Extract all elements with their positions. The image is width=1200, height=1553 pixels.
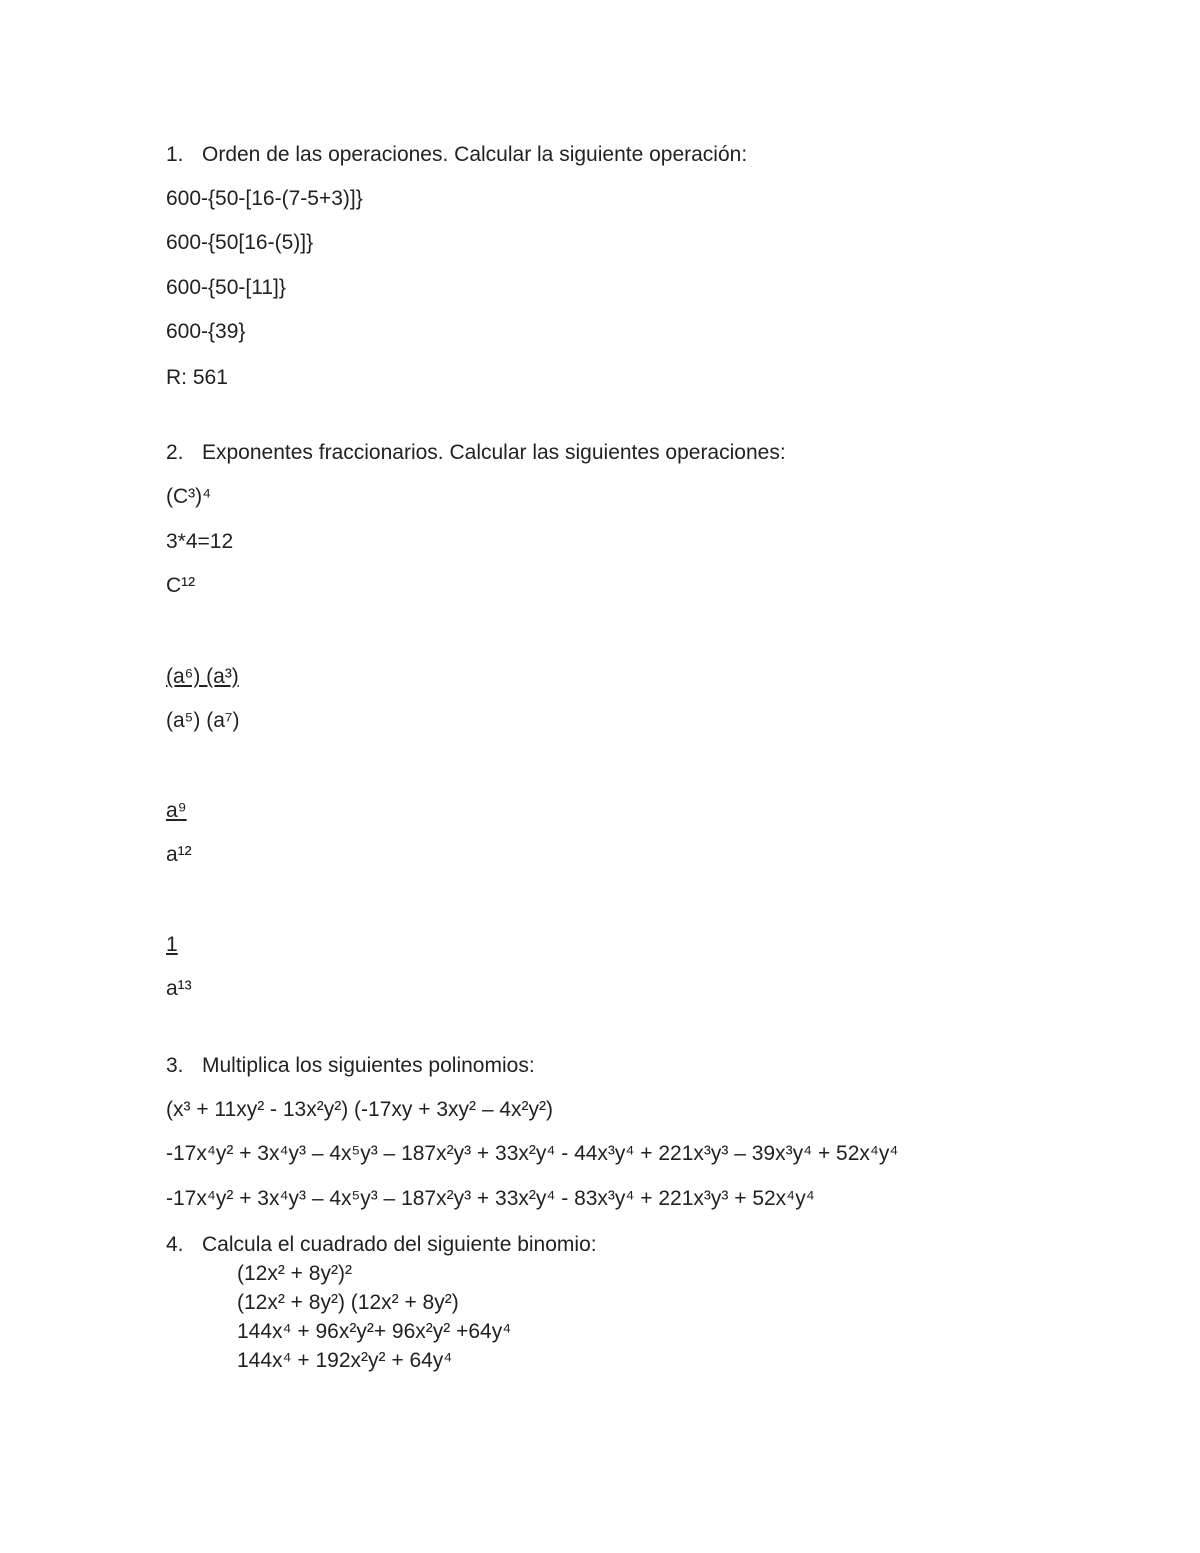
binomial-step: 144x⁴ + 96x²y²+ 96x²y² +64y⁴ <box>237 1320 512 1343</box>
polynomial-step: (x³ + 11xy² - 13x²y²) (-17xy + 3xy² – 4x²y²) <box>166 1098 554 1121</box>
section-1-heading <box>166 143 747 167</box>
fraction-numerator: 1 <box>166 933 178 956</box>
polynomial-step: -17x⁴y² + 3x⁴y³ – 4x⁵y³ – 187x²y³ + 33x²y⁴ - 83x³y⁴ + 221x³y³ + 52x⁴y⁴ <box>166 1187 815 1210</box>
section-4-heading <box>166 1233 597 1257</box>
result-line: R: 561 <box>166 366 228 389</box>
fraction-numerator: (a⁶) (a³) <box>166 665 239 688</box>
binomial-step: (12x² + 8y²) (12x² + 8y²) <box>237 1291 459 1314</box>
section-2-heading <box>166 441 786 465</box>
exponent-step: (C³)⁴ <box>166 485 212 508</box>
fraction-denominator: a¹³ <box>166 977 192 1000</box>
operation-step: 600-{50[16-(5)]} <box>166 231 314 254</box>
fraction-denominator: (a⁵) (a⁷) <box>166 709 240 732</box>
section-title: Orden de las operaciones. Calcular la siguiente operación: <box>202 143 748 166</box>
section-number: 3. <box>166 1054 184 1077</box>
binomial-step: (12x² + 8y²)² <box>237 1262 352 1285</box>
polynomial-step: -17x⁴y² + 3x⁴y³ – 4x⁵y³ – 187x²y³ + 33x²y⁴ - 44x³y⁴ + 221x³y³ – 39x³y⁴ + 52x⁴y⁴ <box>166 1142 899 1165</box>
fraction-denominator: a¹² <box>166 843 192 866</box>
section-title: Multiplica los siguientes polinomios: <box>202 1054 535 1077</box>
binomial-step: 144x⁴ + 192x²y² + 64y⁴ <box>237 1349 453 1372</box>
exponent-step: C¹² <box>166 574 196 597</box>
operation-step: 600-{50-[16-(7-5+3)]} <box>166 187 363 210</box>
fraction-numerator: a⁹ <box>166 799 187 822</box>
exponent-step: 3*4=12 <box>166 530 234 553</box>
section-3-heading <box>166 1054 535 1078</box>
section-number: 1. <box>166 143 184 166</box>
section-title: Calcula el cuadrado del siguiente binomio: <box>202 1233 597 1256</box>
section-number: 2. <box>166 441 184 464</box>
operation-step: 600-{50-[11]} <box>166 276 286 299</box>
operation-step: 600-{39} <box>166 320 246 343</box>
section-number: 4. <box>166 1233 184 1256</box>
section-title: Exponentes fraccionarios. Calcular las siguientes operaciones: <box>202 441 786 464</box>
